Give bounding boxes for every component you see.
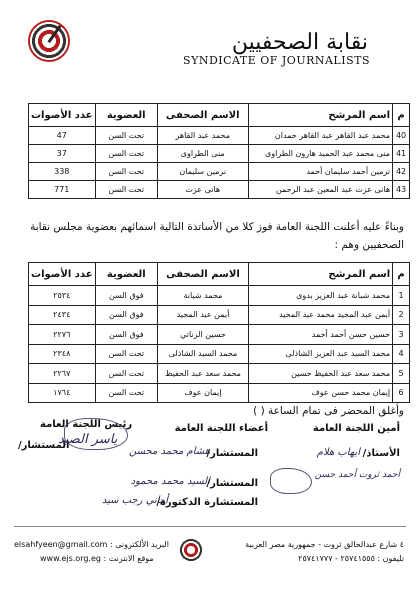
header-membership: العضوية — [95, 104, 157, 127]
syndicate-logo — [28, 20, 70, 62]
cell-press-name: أيمن عبد المجيد — [158, 305, 249, 325]
advisor-dr-label: المستشارة الدكتورة/ — [156, 497, 258, 508]
professor-label: الأستاذ/ — [362, 448, 400, 459]
cell-press-name: محمد شبانة — [158, 286, 249, 306]
members-title: أعضاء اللجنة العامة — [174, 423, 268, 434]
cell-name: محمد عبد القاهر عبد القاهر حمدان — [248, 127, 393, 145]
cell-votes: ١٧٦٤ — [29, 383, 96, 403]
header-membership: العضوية — [95, 263, 158, 286]
cell-name: نرمين أحمد سليمان أحمد — [248, 163, 393, 181]
chair-title: رئيس اللجنة العامة — [40, 419, 133, 430]
cell-name: محمد السيد عبد العزيز الشاذلى — [248, 344, 392, 364]
cell-num: 5 — [393, 364, 410, 384]
cell-votes: ٢٢٧٦ — [29, 325, 96, 345]
footer-website: موقع الانترنت : www.ejs.org.eg — [40, 554, 154, 563]
chair-signature-mark — [64, 418, 128, 450]
cell-press-name: محمد سعد عبد الحفيظ — [158, 364, 249, 384]
cell-num: 6 — [393, 383, 410, 403]
header-name: اسم المرشح — [248, 104, 393, 127]
footer-address: ٤ شارع عبدالخالق ثروت - جمهورية مصر العربية — [245, 540, 404, 549]
advisor-label-1: المستشار/ — [206, 448, 258, 459]
cell-votes: 338 — [29, 163, 96, 181]
advisor-label-chair: المستشار/ — [18, 440, 70, 451]
table-row — [29, 305, 410, 325]
results-table-continued — [28, 103, 410, 199]
table-row — [29, 383, 410, 403]
cell-votes: 771 — [29, 181, 96, 199]
header-num: م — [393, 263, 410, 286]
header-press-name: الاسم الصحفى — [158, 263, 249, 286]
table-row — [29, 286, 410, 306]
winners-table — [28, 262, 410, 403]
announcement-text: وبناءً عليه أعلنت اللجنة العامة فوز كلا من الأساتذة التالية اسمائهم بعضوية مجلس نقابة الصحفيين وهم : — [30, 221, 404, 251]
syndicate-arabic-title: نقابة الصحفيين — [231, 30, 368, 55]
cell-votes: ٢٣٤٨ — [29, 344, 96, 364]
cell-membership: فوق السن — [95, 325, 158, 345]
cell-num: 3 — [393, 325, 410, 345]
cell-name: محمد سعد عبد الحفيظ حسين — [248, 364, 392, 384]
table-row — [29, 181, 410, 199]
cell-press-name: حسين الزناتي — [158, 325, 249, 345]
advisor-2-handwritten-name: السيد محمد محمود — [130, 476, 210, 487]
professor-handwritten-name: ايهاب هلام — [316, 447, 360, 458]
table-row — [29, 325, 410, 345]
header-votes: عدد الأصوات — [29, 104, 96, 127]
cell-num: 41 — [393, 145, 410, 163]
table-row — [29, 344, 410, 364]
cell-name: محمد شبانة عبد العزيز بدوى — [248, 286, 392, 306]
cell-name: منى محمد عبد الحميد هارون الطراوى — [248, 145, 393, 163]
cell-press-name: محمد عبد القاهر — [157, 127, 248, 145]
cell-votes: 37 — [29, 145, 96, 163]
cell-press-name: منى الطراوى — [157, 145, 248, 163]
secretary-title: أمين اللجنة العامة — [312, 423, 400, 434]
footer-logo — [178, 537, 204, 563]
header-press-name: الاسم الصحفى — [157, 104, 248, 127]
cell-votes: ٢٤٣٤ — [29, 305, 96, 325]
header-votes: عدد الأصوات — [29, 263, 96, 286]
cell-membership: تحت السن — [95, 127, 157, 145]
cell-votes: ٢٢٦٧ — [29, 364, 96, 384]
chair-handwritten-name: ياسر الصيد — [58, 432, 118, 447]
cell-membership: تحت السن — [95, 364, 158, 384]
cell-num: 43 — [393, 181, 410, 199]
cell-name: هانى عزت عبد المعين عبد الرحمن — [248, 181, 393, 199]
cell-press-name: هانى عزت — [157, 181, 248, 199]
cell-membership: فوق السن — [95, 305, 158, 325]
cell-membership: تحت السن — [95, 145, 157, 163]
cell-name: حسين حسن أحمد أحمد — [248, 325, 392, 345]
right-signature-mark — [270, 468, 312, 494]
footer-phones: تليفون : ٢٥٧٤١٥٥٥ - ٢٥٧٤١٧٧٧ — [298, 554, 404, 563]
cell-votes: 47 — [29, 127, 96, 145]
cell-num: 2 — [393, 305, 410, 325]
syndicate-english-title: SYNDICATE OF JOURNALISTS — [183, 54, 370, 67]
cell-membership: تحت السن — [95, 383, 158, 403]
advisor-label-2: المستشار/ — [206, 478, 258, 489]
header-num: م — [393, 104, 410, 127]
cell-membership: تحت السن — [95, 163, 157, 181]
cell-num: 40 — [393, 127, 410, 145]
table-row — [29, 364, 410, 384]
table-row — [29, 163, 410, 181]
cell-press-name: نرمين سليمان — [157, 163, 248, 181]
cell-membership: تحت السن — [95, 181, 157, 199]
table-row — [29, 127, 410, 145]
footer-divider — [14, 526, 406, 527]
cell-press-name: محمد السيد الشاذلى — [158, 344, 249, 364]
cell-num: 4 — [393, 344, 410, 364]
header-name: اسم المرشح — [248, 263, 392, 286]
closing-text: وأغلق المحضر فى تمام الساعة ( ) — [253, 405, 404, 417]
cell-press-name: إيمان عوف — [158, 383, 249, 403]
cell-membership: تحت السن — [95, 344, 158, 364]
cell-num: 42 — [393, 163, 410, 181]
cell-votes: ٢٥٣٤ — [29, 286, 96, 306]
cell-name: أيمن عبد المجيد محمد عبد المجيد — [248, 305, 392, 325]
table-row — [29, 145, 410, 163]
cell-num: 1 — [393, 286, 410, 306]
footer-email: البريد الألكترونى : elsahfyeen@gmail.com — [14, 540, 169, 549]
cell-membership: فوق السن — [95, 286, 158, 306]
cell-name: إيمان محمد حسن عوف — [248, 383, 392, 403]
advisor-dr-handwritten-name: أماني رجب سيد — [101, 495, 168, 506]
right-handwritten-note: أحمد ثروت أحمد حسن — [314, 470, 400, 480]
advisor-1-handwritten-name: هشام محمد محسن — [129, 446, 210, 457]
